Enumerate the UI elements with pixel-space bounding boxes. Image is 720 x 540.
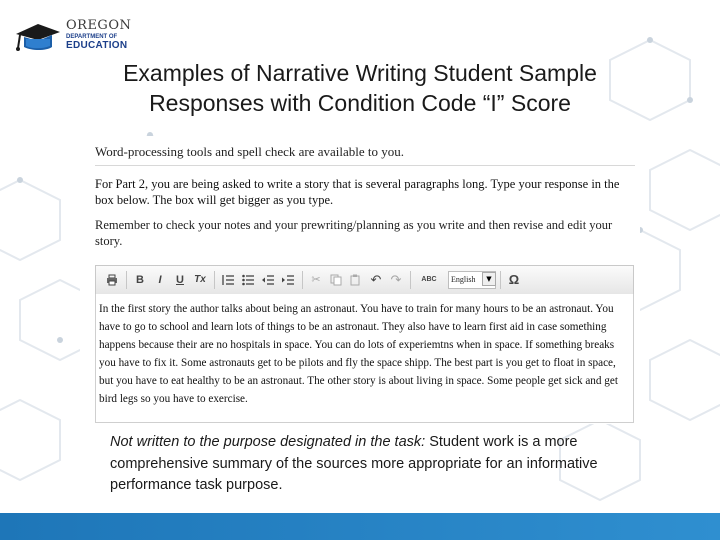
toolbar-separator	[126, 271, 127, 289]
slide-title	[60, 58, 660, 118]
oregon-education-logo	[12, 18, 132, 52]
editor-toolbar	[95, 265, 634, 295]
redo-icon[interactable]: ↷	[390, 272, 402, 287]
italic-button[interactable]: I	[158, 274, 162, 286]
toolbar-separator	[214, 271, 215, 289]
logo-department-text: DEPARTMENT OF	[66, 34, 118, 40]
logo-education-text: EDUCATION	[66, 40, 128, 51]
response-panel	[80, 136, 640, 424]
outdent-icon[interactable]	[260, 270, 276, 290]
toolbar-separator	[410, 271, 411, 289]
chevron-down-icon[interactable]: ▼	[482, 272, 496, 286]
printer-icon[interactable]	[104, 270, 120, 290]
response-text: In the first story the author talks about being an astronaut. You have to train for many hours to be an astronaut. You have to go to school and learn lots of things to be an astronaut. They also have to learn first aid in case something happens because their are no hospitals in space. You can do lots of experiemtns when in space. If something breaks you have to fix it. Some astronauts get to be pilots and fly the space shipp. The best part is you get to float in space, but you have to eat healthy to be an astronaut. The other story is about living in space. Some people get sick and get bird legs so you have to exercise.	[99, 303, 618, 406]
slide-title-line-1: Examples of Narrative Writing Student Sample	[123, 60, 597, 86]
response-textarea[interactable]	[95, 294, 634, 423]
cut-icon[interactable]: ✂	[311, 274, 321, 286]
language-select[interactable]: English	[448, 271, 496, 289]
copy-icon[interactable]	[328, 270, 344, 290]
spellcheck-button[interactable]: ABC	[421, 276, 437, 283]
undo-icon[interactable]: ↶	[370, 272, 382, 287]
divider	[95, 165, 635, 166]
special-character-button[interactable]: Ω	[508, 272, 520, 287]
indent-icon[interactable]	[280, 270, 296, 290]
reminder-text: Remember to check your notes and your prewriting/planning as you write and then revise and edit your story.	[95, 218, 613, 248]
underline-button[interactable]: U	[176, 274, 184, 286]
clear-format-button[interactable]: Tx	[194, 274, 206, 285]
footer-bar	[0, 513, 720, 540]
toolbar-separator	[500, 271, 501, 289]
logo-oregon-text: OREGON	[66, 18, 132, 33]
caption-italic: Not written to the purpose designated in the task:	[110, 434, 426, 450]
paste-icon[interactable]	[348, 270, 364, 290]
graduation-cap-icon	[12, 20, 62, 52]
caption-body: Student work is a more comprehensive summary of the sources more appropriate for an informative performance task purpose.	[110, 434, 598, 493]
bulleted-list-icon[interactable]	[240, 270, 256, 290]
tools-note: Word-processing tools and spell check are available to you.	[95, 144, 405, 159]
slide-caption	[110, 432, 640, 497]
slide-title-line-2: Responses with Condition Code “I” Score	[149, 90, 571, 116]
numbered-list-icon[interactable]	[220, 270, 236, 290]
toolbar-separator	[302, 271, 303, 289]
instruction-text: For Part 2, you are being asked to write a story that is several paragraphs long. Type your response in the box below. The box will get bigger as you type.	[95, 177, 620, 207]
bold-button[interactable]: B	[136, 274, 144, 286]
